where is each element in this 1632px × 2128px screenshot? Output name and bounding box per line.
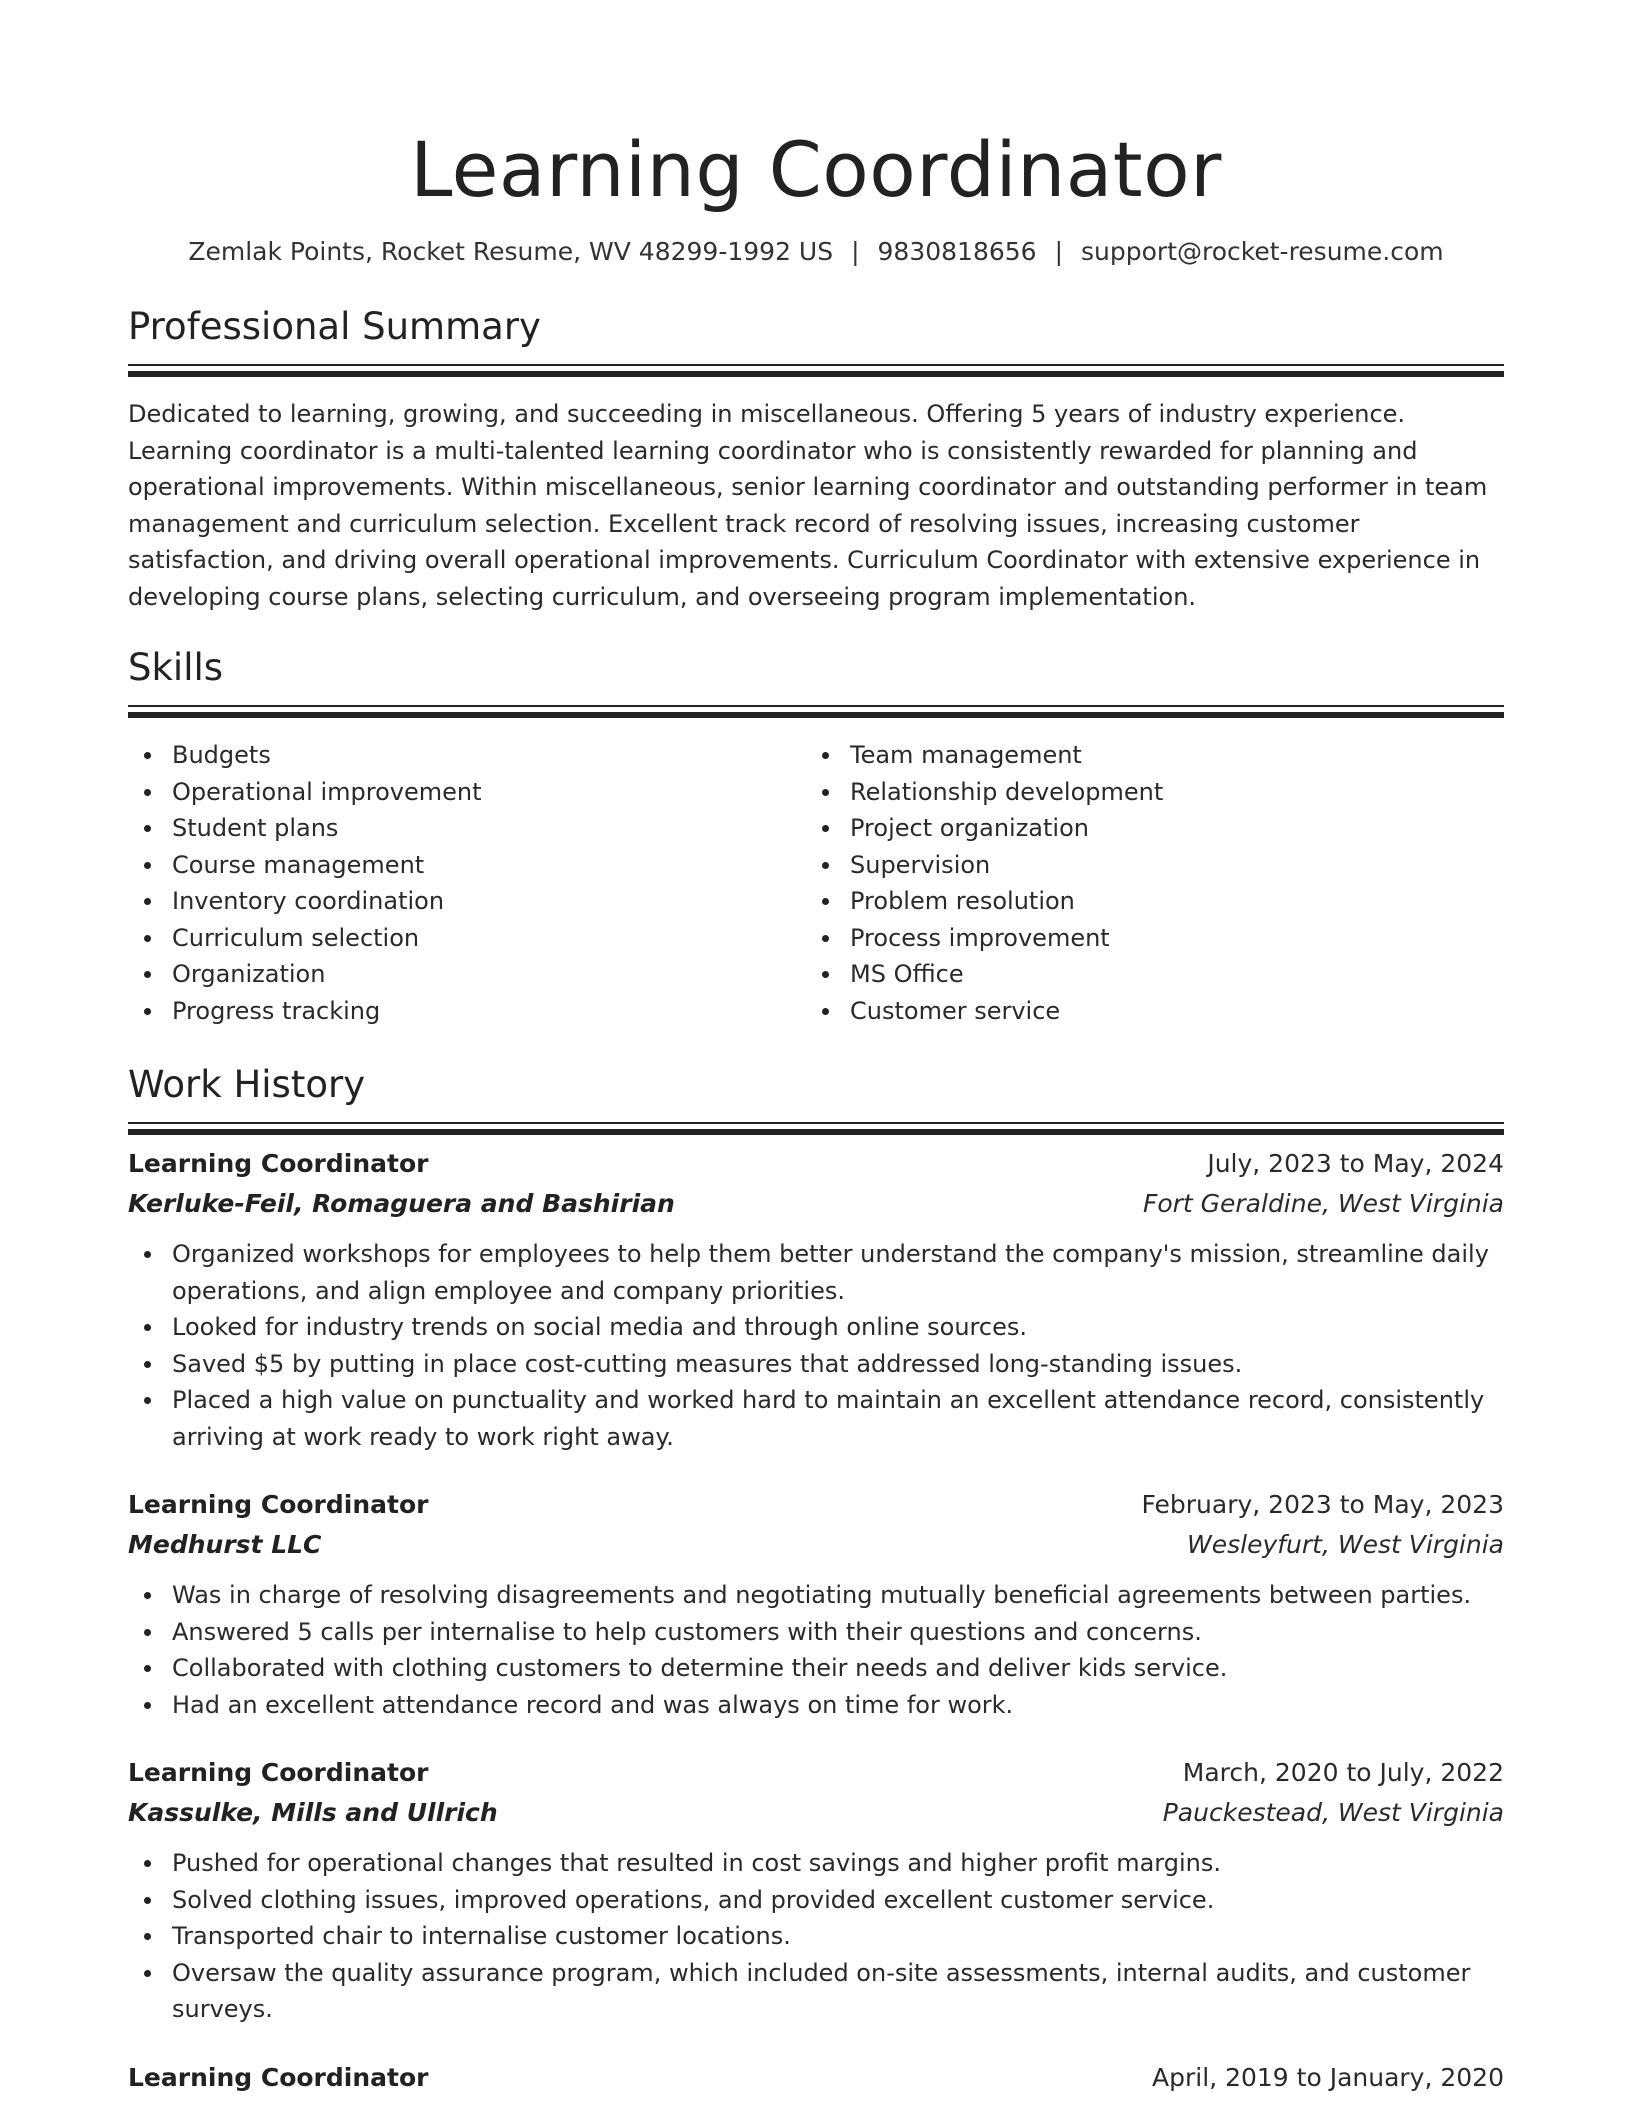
job-header-row xyxy=(128,1485,1504,1525)
job-location: Wesleyfurt, West Virginia xyxy=(1187,1530,1504,1559)
skill-item: Progress tracking xyxy=(172,993,806,1030)
job-bullet: Answered 5 calls per internalise to help customers with their questions and concerns. xyxy=(172,1614,1504,1651)
candidate-name: Learning Coordinator xyxy=(410,125,1222,214)
contact-phone: 9830818656 xyxy=(877,237,1037,266)
job-bullet: Organized workshops for employees to help them better understand the company's mission, streamline daily operations, and align employee and company priorities. xyxy=(172,1236,1504,1309)
skill-item: Operational improvement xyxy=(172,774,806,811)
job-bullet: Pushed for operational changes that resulted in cost savings and higher profit margins. xyxy=(172,1845,1504,1882)
job-company-row xyxy=(128,1525,1504,1565)
skill-item: Relationship development xyxy=(850,774,1484,811)
skill-item: Inventory coordination xyxy=(172,883,806,920)
job-bullet: Placed a high value on punctuality and worked hard to maintain an excellent attendance record, consistently arriving at work ready to work right away. xyxy=(172,1382,1504,1455)
skills-section xyxy=(128,645,1504,1029)
job-location: Pauckestead, West Virginia xyxy=(1162,1798,1504,1827)
job-dates: July, 2023 to May, 2024 xyxy=(1207,1149,1504,1178)
contact-address: Zemlak Points, Rocket Resume, WV 48299-1992 US xyxy=(188,237,834,266)
section-title-work-history: Work History xyxy=(128,1063,366,1106)
skill-item: Budgets xyxy=(172,737,806,774)
contact-separator: | xyxy=(851,237,860,266)
job-dates: February, 2023 to May, 2023 xyxy=(1141,1490,1504,1519)
job-dates: April, 2019 to January, 2020 xyxy=(1152,2062,1504,2092)
job-company-row xyxy=(128,1184,1504,1224)
job-entry xyxy=(128,1485,1504,1723)
job-dates: March, 2020 to July, 2022 xyxy=(1182,1758,1504,1787)
skill-item: Project organization xyxy=(850,810,1484,847)
job-header-row xyxy=(128,1753,1504,1793)
job-bullets xyxy=(128,1236,1504,1455)
skills-list-right xyxy=(806,737,1484,1029)
job-company-row xyxy=(128,1793,1504,1833)
job-company: Medhurst LLC xyxy=(128,1530,322,1559)
job-entry xyxy=(128,1144,1504,1455)
skills-list-left xyxy=(128,737,806,1029)
job-company: Kerluke-Feil, Romaguera and Bashirian xyxy=(128,1189,675,1218)
job-title: Learning Coordinator xyxy=(128,1758,429,1787)
skill-item: Customer service xyxy=(850,993,1484,1030)
job-bullets xyxy=(128,1577,1504,1723)
job-title: Learning Coordinator xyxy=(128,1149,429,1178)
summary-text: Dedicated to learning, growing, and succeeding in miscellaneous. Offering 5 years of industry experience. Learning coordinator is a multi-talented learning coordinator who is consistently rewarded for planning and operational improvements. Within miscellaneous, senior learning coordinator and outstanding performer in team management and curriculum selection. Excellent track record of resolving issues, increasing customer satisfaction, and driving overall operational improvements. Curriculum Coordinator with extensive experience in developing course plans, selecting curriculum, and overseeing program implementation. xyxy=(128,400,1488,611)
job-bullet: Transported chair to internalise customer locations. xyxy=(172,1918,1504,1955)
job-bullet: Had an excellent attendance record and was always on time for work. xyxy=(172,1687,1504,1724)
job-entry xyxy=(128,1753,1504,2028)
contact-separator: | xyxy=(1054,237,1064,266)
skill-item: Problem resolution xyxy=(850,883,1484,920)
skills-columns xyxy=(128,737,1504,1029)
section-divider xyxy=(128,705,1504,707)
skill-item: Team management xyxy=(850,737,1484,774)
section-divider xyxy=(128,1122,1504,1124)
job-list xyxy=(128,1144,1504,2098)
skill-item: Supervision xyxy=(850,847,1484,884)
job-company: Kassulke, Mills and Ullrich xyxy=(128,1798,498,1827)
job-bullet: Looked for industry trends on social media and through online sources. xyxy=(172,1309,1504,1346)
skill-item: Organization xyxy=(172,956,806,993)
contact-line xyxy=(128,236,1504,268)
work-history-section xyxy=(128,1062,1504,2098)
section-title-summary: Professional Summary xyxy=(128,305,541,348)
job-title: Learning Coordinator xyxy=(128,1490,429,1519)
skill-item: Process improvement xyxy=(850,920,1484,957)
job-header-row xyxy=(128,1144,1504,1184)
job-header-row xyxy=(128,2058,1504,2098)
job-location: Fort Geraldine, West Virginia xyxy=(1142,1189,1504,1218)
job-bullet: Oversaw the quality assurance program, which included on-site assessments, internal audits, and customer surveys. xyxy=(172,1955,1504,2028)
section-divider xyxy=(128,364,1504,366)
professional-summary-section xyxy=(128,304,1504,615)
skill-item: Curriculum selection xyxy=(172,920,806,957)
resume-page xyxy=(128,0,1504,2128)
job-bullet: Was in charge of resolving disagreements and negotiating mutually beneficial agreements between parties. xyxy=(172,1577,1504,1614)
job-bullet: Collaborated with clothing customers to determine their needs and deliver kids service. xyxy=(172,1650,1504,1687)
skill-item: Course management xyxy=(172,847,806,884)
section-title-skills: Skills xyxy=(128,646,224,689)
job-bullets xyxy=(128,1845,1504,2028)
skill-item: Student plans xyxy=(172,810,806,847)
job-title: Learning Coordinator xyxy=(128,2062,429,2092)
job-bullet: Solved clothing issues, improved operations, and provided excellent customer service. xyxy=(172,1882,1504,1919)
skill-item: MS Office xyxy=(850,956,1484,993)
contact-email: support@rocket-resume.com xyxy=(1081,237,1444,266)
job-entry xyxy=(128,2058,1504,2098)
job-bullet: Saved $5 by putting in place cost-cutting measures that addressed long-standing issues. xyxy=(172,1346,1504,1383)
